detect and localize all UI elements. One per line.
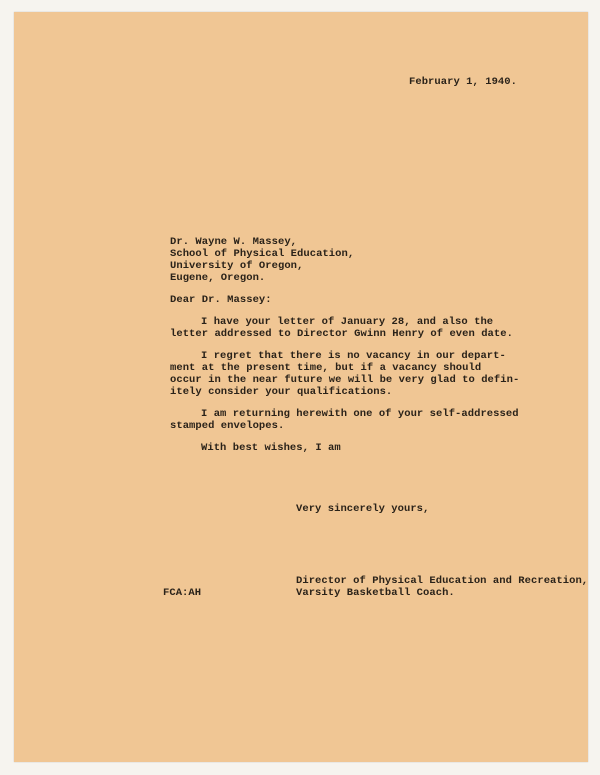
- paragraph-1-line-1: I have your letter of January 28, and also the: [201, 316, 494, 328]
- letter-date: February 1, 1940.: [409, 76, 517, 88]
- signature-title-line-1: Director of Physical Education and Recreation,: [296, 575, 589, 587]
- paragraph-1-line-2: letter addressed to Director Gwinn Henry of even date.: [170, 328, 513, 340]
- recipient-institution: University of Oregon,: [170, 260, 304, 272]
- paragraph-3-line-2: stamped envelopes.: [170, 420, 285, 432]
- typist-initials: FCA:AH: [163, 587, 202, 599]
- recipient-city: Eugene, Oregon.: [170, 272, 266, 284]
- paragraph-3-line-1: I am returning herewith one of your self-addressed: [201, 408, 519, 420]
- paragraph-4-line-1: With best wishes, I am: [201, 442, 341, 454]
- recipient-name: Dr. Wayne W. Massey,: [170, 236, 298, 248]
- paragraph-2-line-2: ment at the present time, but if a vacancy should: [170, 362, 482, 374]
- salutation: Dear Dr. Massey:: [170, 294, 272, 306]
- recipient-department: School of Physical Education,: [170, 248, 355, 260]
- paragraph-2-line-3: occur in the near future we will be very glad to defin-: [170, 374, 520, 386]
- paragraph-2-line-4: itely consider your qualifications.: [170, 386, 393, 398]
- signature-title-line-2: Varsity Basketball Coach.: [296, 587, 455, 599]
- paragraph-2-line-1: I regret that there is no vacancy in our depart-: [201, 350, 506, 362]
- closing: Very sincerely yours,: [296, 503, 430, 515]
